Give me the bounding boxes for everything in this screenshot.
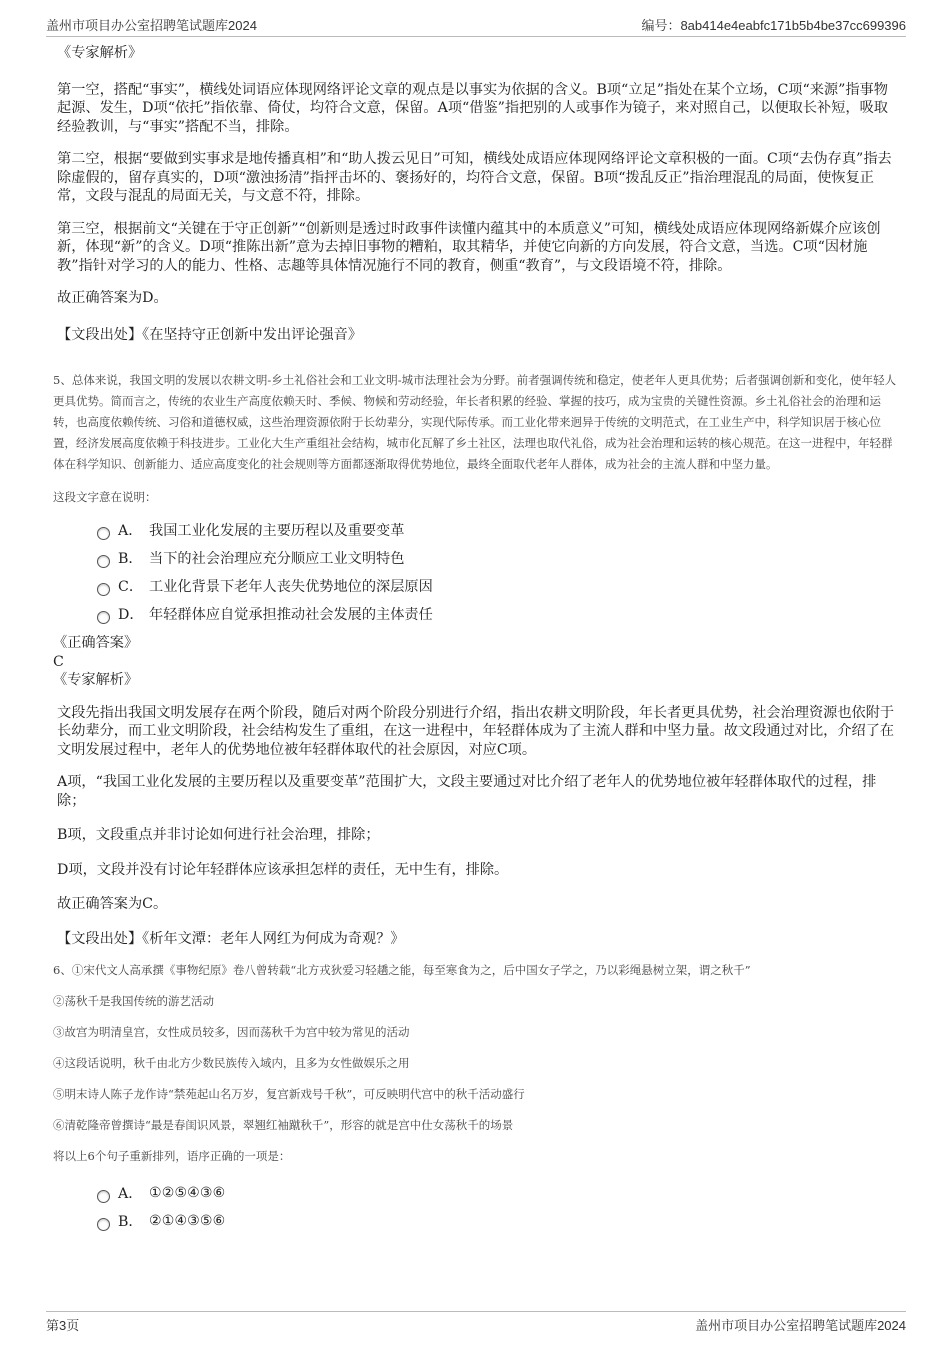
radio-button[interactable] <box>97 555 110 568</box>
page-content <box>53 44 902 1235</box>
q6-options <box>97 1179 902 1235</box>
q5-option-c[interactable] <box>97 572 902 600</box>
q5-option-d[interactable] <box>97 600 902 628</box>
q5-analysis-para4: D项，文段并没有讨论年轻群体应该承担怎样的责任，无中生有，排除。 <box>57 861 509 878</box>
q6-sentence-5: ⑤明末诗人陈子龙作诗“禁苑起山名万岁，复宫新戏号千秋”，可反映明代宫中的秋千活动盛行 <box>53 1087 525 1101</box>
q6-sentence-4: ④这段话说明，秋千由北方少数民族传入域内，且多为女性做娱乐之用 <box>53 1056 410 1070</box>
radio-button[interactable] <box>97 611 110 624</box>
q5-option-a[interactable] <box>97 516 902 544</box>
option-letter: A． <box>118 1186 143 1202</box>
q4-source: 【文段出处】《在坚持守正创新中发出评论强音》 <box>57 326 363 343</box>
q6-option-b[interactable] <box>97 1207 902 1235</box>
q6-sentence-2: ②荡秋千是我国传统的游艺活动 <box>53 994 214 1008</box>
option-letter: B． <box>118 1214 143 1230</box>
footer-page-number: 第3页 <box>46 1317 80 1333</box>
q5-expert-label: 《专家解析》 <box>53 672 139 688</box>
option-letter: B． <box>118 551 143 567</box>
radio-button[interactable] <box>97 1190 110 1203</box>
q4-answer: 故正确答案为D。 <box>57 290 168 306</box>
q6-sentence-3: ③故宫为明清皇宫，女性成员较多，因而荡秋千为宫中较为常见的活动 <box>53 1025 410 1039</box>
option-text: ①②⑤④③⑥ <box>149 1185 226 1201</box>
q6-sentence-6: ⑥清乾隆帝曾撰诗“最是春闺识风景，翠翘红袖蹴秋千”，形容的就是宫中仕女荡秋千的场景 <box>53 1118 514 1132</box>
q6-option-a[interactable] <box>97 1179 902 1207</box>
footer-title: 盖州市项目办公室招聘笔试题库2024 <box>695 1317 906 1333</box>
q6-question: 将以上6个句子重新排列，语序正确的一项是： <box>53 1149 291 1163</box>
page-header <box>46 14 906 37</box>
header-title: 盖州市项目办公室招聘笔试题库2024 <box>46 17 257 33</box>
option-text: 年轻群体应自觉承担推动社会发展的主体责任 <box>149 607 433 623</box>
option-text: 工业化背景下老年人丧失优势地位的深层原因 <box>149 579 433 595</box>
q5-source: 【文段出处】《析年文潭：老年人网红为何成为奇观？》 <box>57 930 405 947</box>
page-footer <box>46 1311 906 1334</box>
option-letter: C． <box>118 579 144 595</box>
q5-analysis-para2: A项，“我国工业化发展的主要历程以及重要变革”范围扩大，文段主要通过对比介绍了老年人的优势地位被年轻群体取代的过程，排除； <box>57 774 877 809</box>
option-letter: D． <box>118 607 144 623</box>
q4-analysis-para2: 第二空，根据“要做到实事求是地传播真相”和“助人拨云见日”可知，横线处成语应体现网络评论文章积极的一面。C项“去伪存真”指去除虚假的，留存真实的，D项“激浊扬清”指抨击坏的、褒扬好的，均符合文意，保留。B项“拨乱反正”指治理混乱的局面，使恢复正常，文段与混乱的局面无关，与文意不符，排除。 <box>57 151 892 204</box>
q5-options <box>97 516 902 628</box>
q5-stem: 5、总体来说，我国文明的发展以农耕文明-乡土礼俗社会和工业文明-城市法理社会为分野。前者强调传统和稳定，使老年人更具优势；后者强调创新和变化，使年轻人更具优势。简而言之，传统的农业生产高度依赖天时、季候、物候和劳动经验，年长者积累的经验、掌握的技巧，成为宝贵的关键性资源。乡土礼俗社会的治理和运转，也高度依赖传统、习俗和道德权威，这些治理资源依附于长幼辈分，实现代际传承。而工业化带来迥异于传统的文明范式，在工业生产中，科学知识居于核心位置，经济发展高度依赖于科技进步。工业化大生产重组社会结构，城市化瓦解了乡土社区，法理也取代礼俗，成为社会治理和运转的核心规范。在这一进程中，年轻群体在科学知识、创新能力、适应高度变化的社会规则等方面都逐渐取得优势地位，最终全面取代老年人群体，成为社会的主流人群和中坚力量。 <box>53 373 897 471</box>
q4-analysis-para3: 第三空，根据前文“关键在于守正创新”“创新则是透过时政事件读懂内蕴其中的本质意义”可知，横线处成语应体现网络新媒介应该创新，体现“新”的含义。D项“推陈出新”意为去掉旧事物的糟粕，取其精华，并使它向新的方向发展，符合文意，当选。C项“因材施教”指针对学习的人的能力、性格、志趣等具体情况施行不同的教育，侧重“教育”，与文段语境不符，排除。 <box>57 220 881 274</box>
radio-button[interactable] <box>97 527 110 540</box>
radio-button[interactable] <box>97 583 110 596</box>
q5-analysis-para1: 文段先指出我国文明发展存在两个阶段，随后对两个阶段分别进行介绍，指出农耕文明阶段，年长者更具优势，社会治理资源也依附于长幼辈分，而工业文明阶段，社会结构发生了重组，在这一进程中，年轻群体成为了主流人群和中坚力量。故文段通过对比，介绍了在文明发展过程中，老年人的优势地位被年轻群体取代的社会原因，对应C项。 <box>57 704 895 758</box>
option-text: ②①④③⑤⑥ <box>149 1213 226 1229</box>
q5-answer: C <box>53 653 64 670</box>
q6-stem: 6、①宋代文人高承撰《事物纪原》卷八曾转载“北方戎狄爱习轻趫之能，每至寒食为之，后中国女子学之，乃以彩绳悬树立架，谓之秋千” <box>53 963 751 977</box>
option-text: 当下的社会治理应充分顺应工业文明特色 <box>149 551 405 567</box>
q5-option-b[interactable] <box>97 544 902 572</box>
q5-conclusion: 故正确答案为C。 <box>57 896 168 912</box>
option-letter: A． <box>118 523 143 539</box>
q4-expert-label: 《专家解析》 <box>57 45 143 61</box>
option-text: 我国工业化发展的主要历程以及重要变革 <box>149 523 405 539</box>
q5-answer-label: 《正确答案》 <box>53 635 139 651</box>
radio-button[interactable] <box>97 1218 110 1231</box>
q4-analysis-para1: 第一空，搭配“事实”，横线处词语应体现网络评论文章的观点是以事实为依据的含义。B项“立足”指处在某个立场，C项“来源”指事物起源、发生，D项“依托”指依靠、倚仗，均符合文意，保留。A项“借鉴”指把别的人或事作为镜子，来对照自己，以便取长补短，吸取经验教训，与“事实”搭配不当，排除。 <box>57 81 888 135</box>
q5-question: 这段文字意在说明： <box>53 490 157 504</box>
q5-analysis-para3: B项，文段重点并非讨论如何进行社会治理，排除； <box>57 827 380 843</box>
header-code: 编号：8ab414e4eabfc171b5b4be37cc699396 <box>641 17 906 33</box>
